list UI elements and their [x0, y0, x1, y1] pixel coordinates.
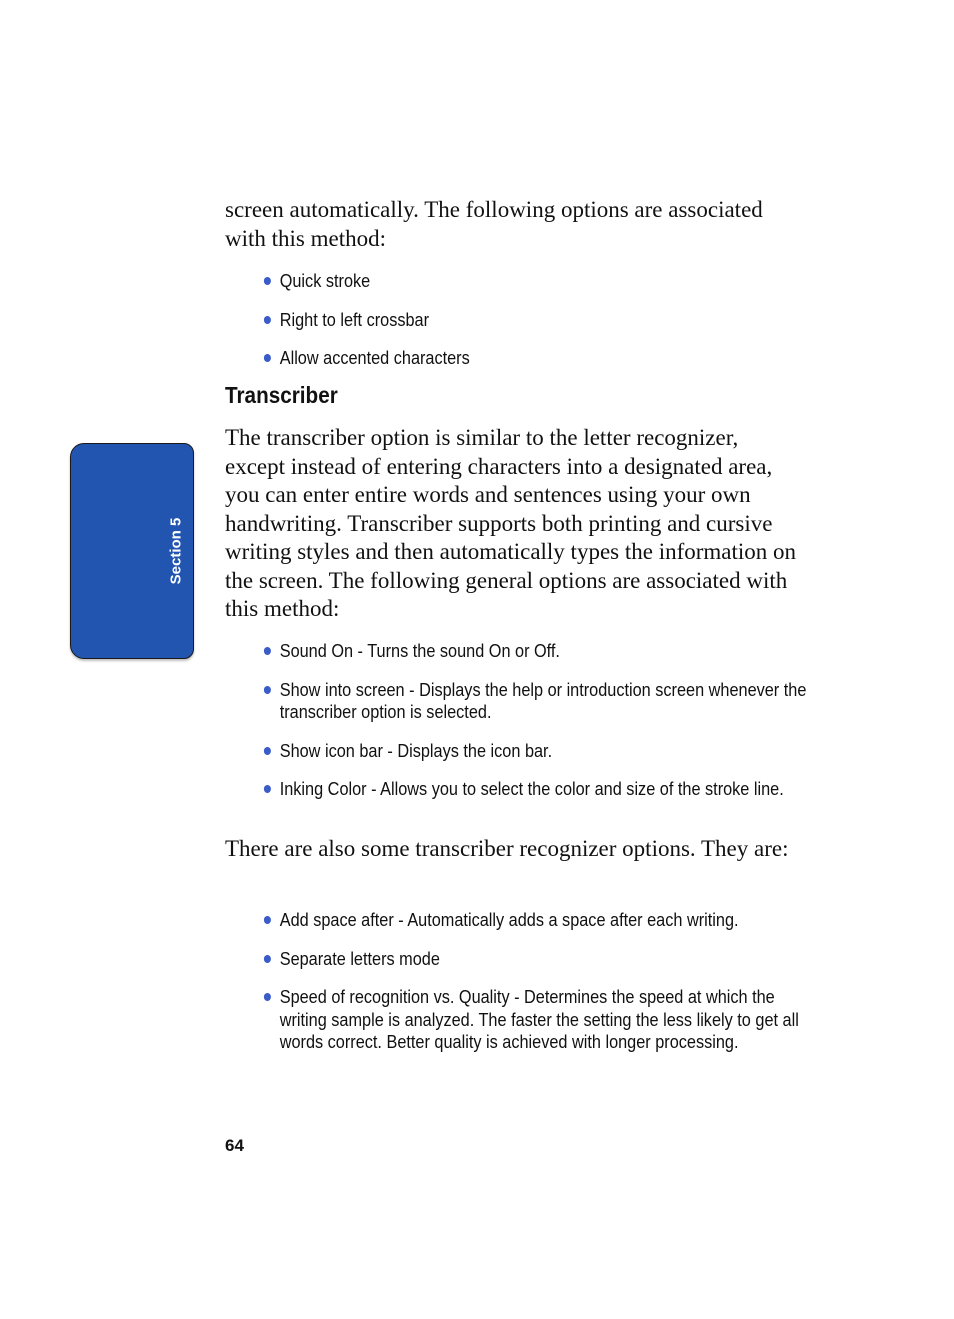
list-item: Quick stroke: [263, 270, 756, 293]
general-options-list: [263, 640, 823, 817]
intro-paragraph: screen automatically. The following options are associated with this method:: [225, 197, 763, 251]
section-heading: Transcriber: [225, 382, 338, 408]
list-item: Right to left crossbar: [263, 309, 756, 332]
method-options-list: [263, 270, 823, 386]
list-item: Show icon bar - Displays the icon bar.: [263, 740, 756, 763]
bullet-icon: [264, 686, 271, 694]
list-item: Speed of recognition vs. Quality - Determines the speed at which the writing sample is analyzed. The faster the setting the less likely to get all words correct. Better quality is achieved with longer processing.: [263, 986, 756, 1054]
list-item: Allow accented characters: [263, 347, 756, 370]
list-item: Separate letters mode: [263, 948, 756, 971]
section-tab-label: Section 5: [167, 517, 185, 585]
list-item: Sound On - Turns the sound On or Off.: [263, 640, 756, 663]
recognizer-paragraph: There are also some transcriber recognizer options. They are:: [225, 836, 789, 861]
bullet-icon: [264, 916, 271, 924]
bullet-icon: [264, 277, 271, 285]
bullet-icon: [264, 316, 271, 324]
list-item: Add space after - Automatically adds a space after each writing.: [263, 909, 756, 932]
list-item: Inking Color - Allows you to select the color and size of the stroke line.: [263, 778, 756, 801]
bullet-icon: [264, 647, 271, 655]
bullet-icon: [264, 354, 271, 362]
bullet-icon: [264, 993, 271, 1001]
transcriber-paragraph: The transcriber option is similar to the letter recognizer, except instead of entering characters into a designated area, you can enter entire words and sentences using your own handwriting. Transcriber supports both printing and cursive writing styles and then automatically types the information on the screen. The following general options are associated with this method:: [225, 425, 797, 621]
list-item: Show into screen - Displays the help or introduction screen whenever the transcriber option is selected.: [263, 679, 756, 724]
recognizer-options-list: [263, 909, 823, 1070]
page-number: 64: [225, 1136, 244, 1155]
bullet-icon: [264, 785, 271, 793]
bullet-icon: [264, 955, 271, 963]
bullet-icon: [264, 747, 271, 755]
